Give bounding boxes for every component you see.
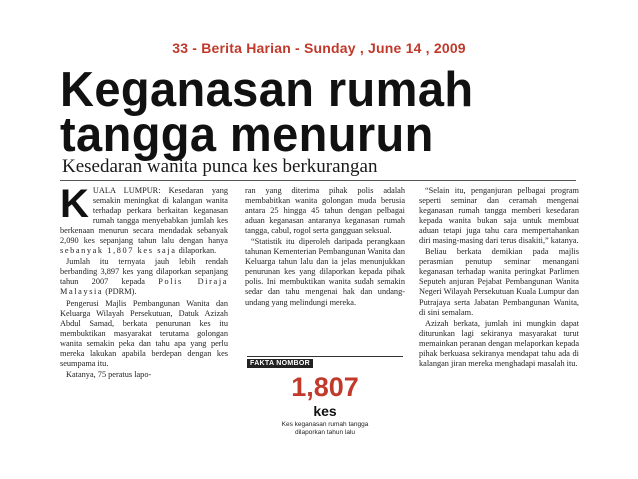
fact-box-unit: kes xyxy=(313,403,337,419)
drop-cap: K xyxy=(60,182,89,226)
subheadline: Kesedaran wanita punca kes berkurangan xyxy=(62,156,378,177)
fact-box-caption-line: Kes keganasan rumah tangga xyxy=(281,421,369,428)
fact-box-caption-line: dilaporkan tahun lalu xyxy=(295,429,355,436)
paragraph: Azizah berkata, jumlah ini mungkin dapat diturunkan lagi sekiranya masyarakat turut memainkan peranan dengan melaporkan kepada pihak berkuasa sekiranya mendapat tahu ada di kalangan jiran mereka menghadapi masalah itu. xyxy=(419,318,579,368)
paragraph-text: Jumlah itu ternyata jauh lebih rendah berbanding 3,897 kes yang dilaporkan sepanjang tahun 2007 kepada xyxy=(60,257,228,287)
article-column-2 xyxy=(245,186,405,309)
article-column-3 xyxy=(419,186,579,370)
paragraph-text: UALA LUMPUR: Kesedaran yang semakin meningkat di kalangan wanita terhadap perkara berkaitan keganasan rumah tangga menyebabkan jumlah kes berkenaan menurun secara mendadak sebanyak 2,090 kes sepanjang tahun lalu dengan hanya xyxy=(60,186,228,246)
dateline: 33 - Berita Harian - Sunday , June 14 , 2009 xyxy=(172,40,466,56)
paragraph: Beliau berkata demikian pada majlis perasmian penutup seminar menangani keganasan terhadap wanita peringkat Parlimen Seputeh anjuran Pejabat Pembangunan Wanita Negeri Wilayah Persekutuan Kuala Lumpur dan Putrajaya serta Jabatan Pembangunan Wanita, di sini semalam. xyxy=(419,247,579,317)
fact-box-tag: FAKTA NOMBOR xyxy=(247,359,313,368)
article-column-1 xyxy=(60,182,229,381)
paragraph: ran yang diterima pihak polis adalah membabitkan wanita golongan muda berusia antara 25 hingga 45 tahun dengan pelbagai aduan keganasan antaranya keganasan rumah tangga, cabul, rogol serta gangguan seksual. xyxy=(245,186,405,236)
fact-box-caption xyxy=(247,421,403,437)
paragraph-text: (PDRM). xyxy=(105,287,137,297)
headline xyxy=(60,60,580,162)
paragraph-text-spaced: sebanyak 1,807 kes saja xyxy=(60,246,177,256)
paragraph-text: dilaporkan. xyxy=(178,246,217,256)
fact-box-number: 1,807 xyxy=(291,372,359,402)
fact-box xyxy=(247,356,403,443)
paragraph: Pengerusi Majlis Pembangunan Wanita dan Keluarga Wilayah Persekutuan, Datuk Azizah Abdul Samad, berkata penurunan kes itu membuktikan masyarakat terutama golongan wanita semakin peka dan tahu apa yang perlu mereka lakukan apabila berdepan dengan kes seumpama itu. xyxy=(60,298,228,368)
headline-line-1: Keganasan rumah xyxy=(60,60,474,117)
paragraph: “Statistik itu diperoleh daripada perangkaan tahunan Kementerian Pembangunan Wanita dan Keluarga tahun lalu dan ia jelas menunjukkan penurunan kes yang dilaporkan kepada pihak polis. Ini membuktikan wanita sudah semakin sedar dan tahu mengenai hak dan undang-undang yang melindungi mereka. xyxy=(245,237,405,307)
headline-divider xyxy=(60,180,576,181)
paragraph: “Selain itu, penganjuran pelbagai program seperti seminar dan ceramah mengenai keganasan rumah tangga memberi kesedaran kepada wanita bukan saja untuk membuat aduan tetapi juga tahu cara mempertahankan diri masing-masing dari terus disakiti,” katanya. xyxy=(419,186,579,246)
paragraph xyxy=(60,182,228,256)
paragraph xyxy=(60,257,228,297)
paragraph-text-spaced: Polis Diraja Malaysia xyxy=(60,277,229,297)
paragraph: Katanya, 75 peratus lapo- xyxy=(66,369,152,379)
headline-line-2: tangga menurun xyxy=(60,105,434,162)
